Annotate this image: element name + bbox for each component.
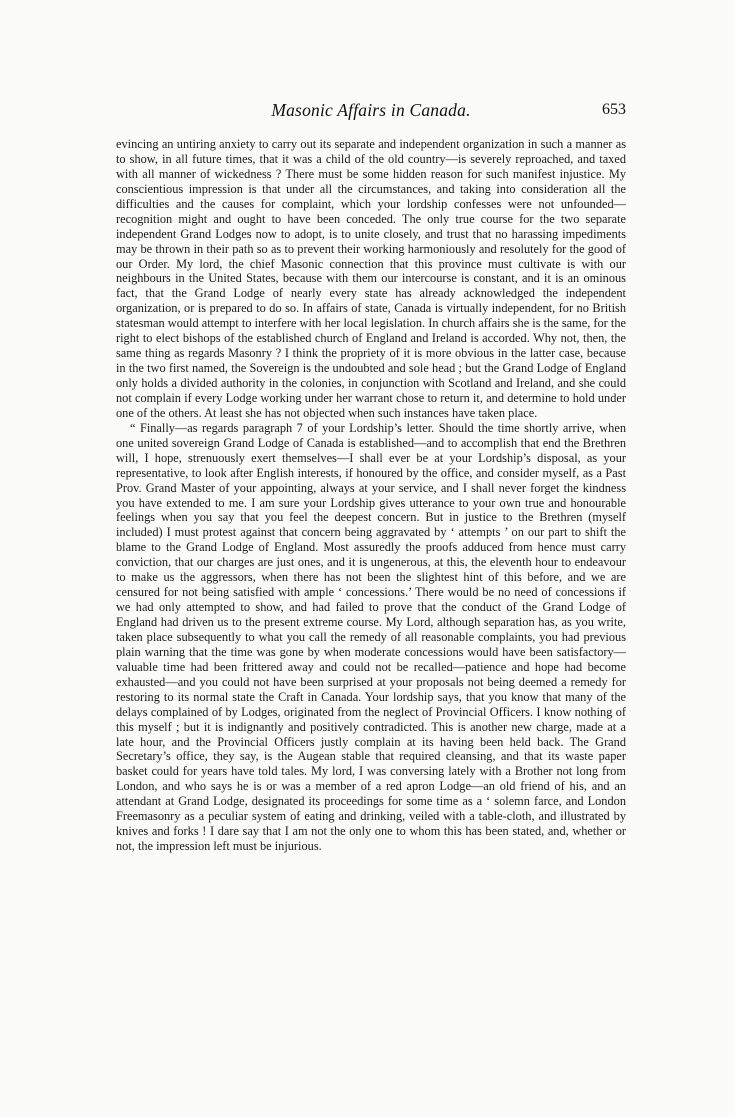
running-title: Masonic Affairs in Canada. [271,100,471,120]
body-text [116,137,626,854]
paragraph-finally: “ Finally—as regards paragraph 7 of your Lordship’s letter. Should the time shortly arrive, when one united sovereign Grand Lodge of Canada is established—and to accomplish that end the Brethren will, I hope, strenuously exert themselves—I shall ever be at your Lordship’s disposal, as your representative, to look after English interests, if honoured by the office, and consider myself, as a Past Prov. Grand Master of your appointing, always at your service, and I shall never forget the kindness you have extended to me. I am sure your Lordship gives utterance to your own true and honourable feelings when you say that you feel the deepest concern. But in justice to the Brethren (myself included) I must protest against that concern being aggravated by ‘ attempts ’ on our part to shift the blame to the Grand Lodge of England. Most assuredly the proofs adduced from hence must carry conviction, that our charges are just ones, and it is ungenerous, at this, the eleventh hour to endeavour to make us the aggressors, when there has not been the slightest hint of this before, and we are censured for not being satisfied with ample ‘ concessions.’ There would be no need of concessions if we had only attempted to show, and had failed to prove that the conduct of the Grand Lodge of England had driven us to the present extreme course. My Lord, although separation has, as you write, taken place subsequently to what you call the remedy of all reasonable complaints, you had previous plain warning that the time was gone by when moderate concessions would have been satisfactory—valuable time had been frittered away and could not be recalled—patience and hope had become exhausted—and you could not have been surprised at your proposals not being deemed a remedy for restoring to its normal state the Craft in Canada. Your lordship says, that you know that many of the delays complained of by Lodges, originated from the neglect of Provincial Officers. I know nothing of this myself ; but it is indignantly and positively contradicted. This is another new charge, made at a late hour, and the Provincial Officers justly complain at its having been held back. The Grand Secretary’s office, they say, is the Augean stable that required cleansing, and that its waste paper basket could for years have told tales. My lord, I was conversing lately with a Brother not long from London, and who says he is or was a member of a red apron Lodge—an old friend of his, and an attendant at Grand Lodge, designated its proceedings for some time as a ‘ solemn farce, and London Freemasonry as a peculiar system of eating and drinking, veiled with a table-cloth, and illustrated by knives and forks ! I dare say that I am not the only one to whom this has been stated, and, whether or not, the impression left must be injurious. [116,420,626,854]
page-number: 653 [602,101,626,118]
paragraph-continuation: evincing an untiring anxiety to carry out its separate and independent organization in such a manner as to show, in all future times, that it was a child of the old country—is severely reproached, and taxed with all manner of wickedness ? There must be some hidden reason for such manifest injustice. My conscientious impression is that under all the circumstances, and taking into consideration all the difficulties and the causes for complaint, which your lordship confesses were not unfounded—recognition might and ought to have been conceded. The only true course for the two separate independent Grand Lodges now to adopt, is to unite closely, and trust that no harassing impediments may be thrown in their path so as to prevent their working harmoniously and resolutely for the good of our Order. My lord, the chief Masonic connection that this province must cultivate is with our neighbours in the United States, because with them our intercourse is constant, and it is an ominous fact, that the Grand Lodge of nearly every state has already acknowledged the independent organization, or is prepared to do so. In affairs of state, Canada is virtually independent, for no British statesman would attempt to interfere with her local legislation. In church affairs she is the same, for the right to elect bishops of the established church of England and Ireland is accorded. Why not, then, the same thing as regards Masonry ? I think the propriety of it is more obvious in the latter case, because in the two first named, the Sovereign is the undoubted and sole head ; but the Grand Lodge of England only holds a divided authority in the colonies, in conjunction with Scotland and Ireland, and she could not complain if every Lodge working under her warrant chose to return it, and determine to hold under one of the others. At least she has not objected when such instances have taken place. [116,137,626,420]
running-header [116,100,626,126]
